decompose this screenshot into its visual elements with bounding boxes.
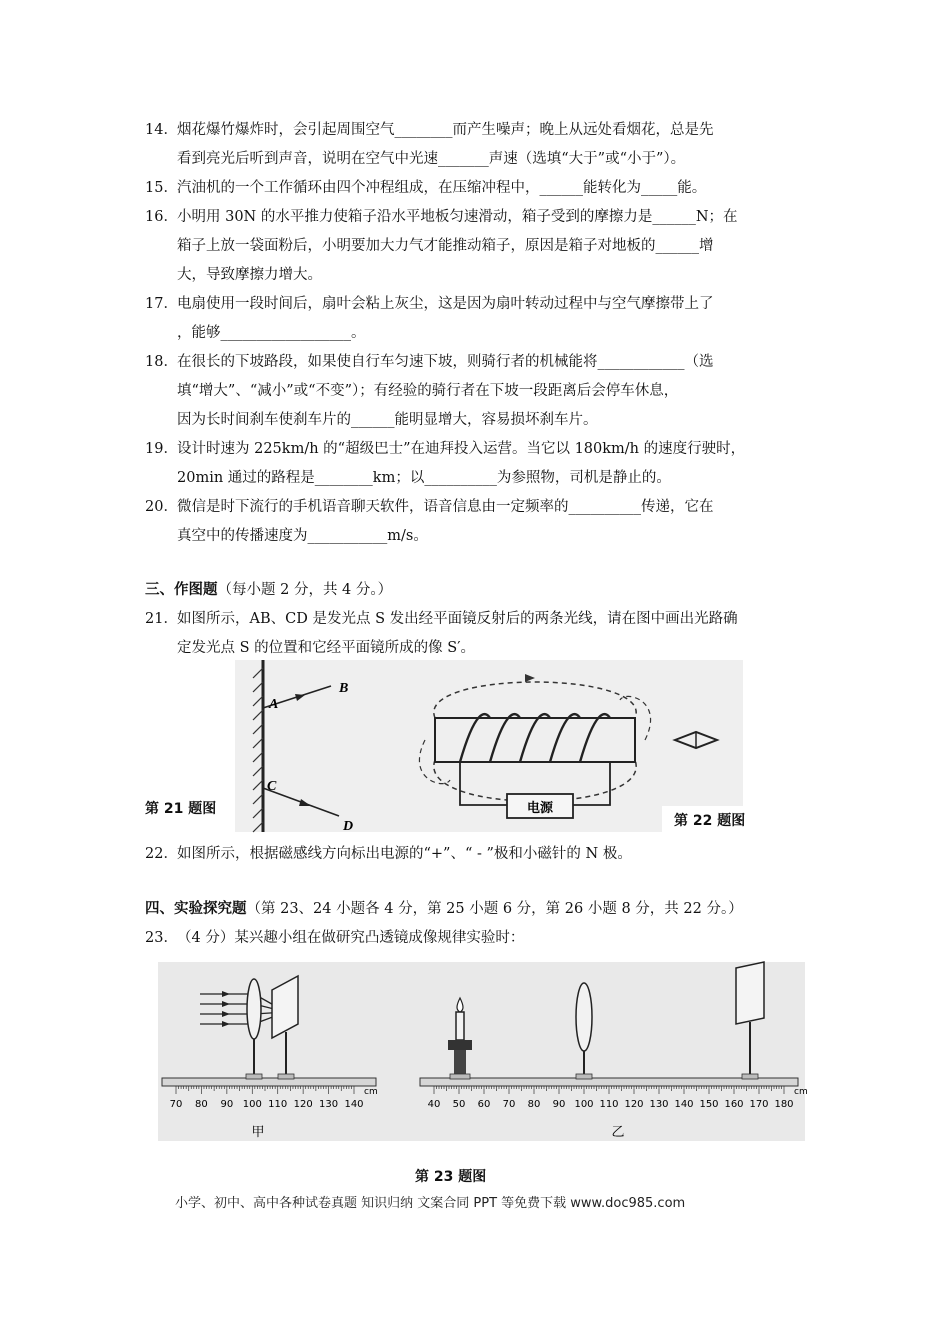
- question-22: [145, 840, 805, 869]
- question-line: 汽油机的一个工作循环由四个冲程组成，在压缩冲程中，______能转化为_____能。: [177, 180, 707, 196]
- question-17: [145, 290, 805, 348]
- coil: [460, 714, 610, 762]
- field-line-top-outer: [434, 682, 636, 718]
- field-arrow: [525, 674, 535, 682]
- question-line: 填“增大”、“减小”或“不变”）；有经验的骑行者在下坡一段距离后会停车休息，: [177, 383, 679, 399]
- question-line: 烟花爆竹爆炸时，会引起周围空气________而产生噪声；晚上从远处看烟花，总是先: [177, 122, 714, 138]
- question-line: 箱子上放一袋面粉后，小明要加大力气才能推动箱子，原因是箱子对地板的______增: [177, 238, 714, 254]
- label-c: C: [267, 779, 277, 794]
- ray-cd-arrow: [299, 799, 311, 806]
- question-23-text: （4 分）某兴趣小组在做研究凸透镜成像规律实验时：: [177, 930, 525, 946]
- question-number: 16．: [145, 209, 178, 225]
- question-number: 17．: [145, 296, 178, 312]
- power-source-label: 电源: [526, 801, 554, 816]
- right-tick-label: 110: [599, 1099, 619, 1110]
- right-tick-label: 170: [749, 1099, 769, 1110]
- question-18: [145, 348, 805, 435]
- question-line: ，能够__________________。: [177, 325, 366, 341]
- question-line: 设计时速为 225km/h 的“超级巴士”在迪拜投入运营。当它以 180km/h 的速度行驶时，: [177, 441, 746, 457]
- section-4-note: （第 23、24 小题各 4 分，第 25 小题 6 分，第 26 小题 8 分，共 22 分。）: [246, 901, 743, 917]
- right-tick-label: 40: [427, 1099, 441, 1110]
- question-line: 20min 通过的路程是________km；以__________为参照物，司机是静止的。: [177, 470, 671, 486]
- right-tick-label: 90: [552, 1099, 566, 1110]
- left-tick-label: 140: [344, 1099, 364, 1110]
- right-tick-label: 150: [699, 1099, 719, 1110]
- right-tick-label: 130: [649, 1099, 669, 1110]
- question-20: [145, 493, 805, 551]
- left-tick-label: 130: [319, 1099, 339, 1110]
- right-tick-label: 180: [774, 1099, 794, 1110]
- right-tick-label: 80: [527, 1099, 541, 1110]
- screen-right: [736, 962, 764, 1024]
- figure-21-caption: 第 21 题图: [145, 801, 217, 817]
- section-4-heading: [145, 895, 743, 924]
- question-number: 15．: [145, 180, 178, 196]
- right-tick-label: 50: [452, 1099, 466, 1110]
- question-23-number: 23．: [145, 930, 178, 946]
- question-number: 18．: [145, 354, 178, 370]
- question-line: 小明用 30N 的水平推力使箱子沿水平地板匀速滑动，箱子受到的摩擦力是______N；在: [177, 209, 738, 225]
- figure-23: [158, 962, 808, 1141]
- right-tick-label: 100: [574, 1099, 594, 1110]
- left-tick-label: 100: [242, 1099, 262, 1110]
- label-d: D: [343, 819, 354, 834]
- section-3-note: （每小题 2 分，共 4 分。）: [217, 582, 393, 598]
- label-a: A: [269, 697, 279, 712]
- section-4-title: 四、实验探究题: [145, 901, 247, 917]
- question-number: 19．: [145, 441, 178, 457]
- label-b: B: [339, 681, 349, 696]
- question-21: [145, 605, 805, 663]
- question-21-line-2: 定发光点 S 的位置和它经平面镜所成的像 S′。: [177, 640, 475, 656]
- right-unit-label: cm: [794, 1087, 808, 1097]
- right-tick-label: 70: [502, 1099, 516, 1110]
- question-line: 真空中的传播速度为___________m/s。: [177, 528, 428, 544]
- left-tick-label: 110: [268, 1099, 288, 1110]
- question-22-text: 如图所示，根据磁感线方向标出电源的“+”、“ - ”极和小磁针的 N 极。: [177, 846, 632, 862]
- question-22-number: 22．: [145, 846, 178, 862]
- question-23: [145, 924, 805, 953]
- question-line: 大，导致摩擦力增大。: [177, 267, 322, 283]
- convex-lens-left: [247, 979, 261, 1039]
- question-14: [145, 116, 805, 174]
- right-tick-label: 160: [724, 1099, 744, 1110]
- figure-23-caption: 第 23 题图: [415, 1169, 487, 1185]
- left-tick-label: 90: [220, 1099, 234, 1110]
- wire-left: [460, 762, 507, 805]
- question-21-number: 21．: [145, 611, 178, 627]
- ray-ab-arrow: [295, 694, 305, 701]
- figure-23-drawing: [158, 962, 808, 1141]
- optical-bench-left: [162, 1078, 376, 1086]
- question-15: [145, 174, 805, 203]
- left-unit-label: cm: [364, 1087, 378, 1097]
- screen-left: [272, 976, 298, 1038]
- question-line: 电扇使用一段时间后，扇叶会粘上灰尘，这是因为扇叶转动过程中与空气摩擦带上了: [177, 296, 714, 312]
- question-number: 14．: [145, 122, 178, 138]
- question-line: 在很长的下坡路段，如果使自行车匀速下坡，则骑行者的机械能将____________（选: [177, 354, 714, 370]
- optical-bench-right: [420, 1078, 798, 1086]
- question-16: [145, 203, 805, 290]
- label-jia: 甲: [251, 1125, 265, 1140]
- candle-flame: [457, 998, 463, 1012]
- question-19: [145, 435, 805, 493]
- label-yi: 乙: [611, 1125, 625, 1140]
- page-footer: 小学、初中、高中各种试卷真题 知识归纳 文案合同 PPT 等免费下载 www.doc985.com: [175, 1196, 686, 1211]
- question-line: 因为长时间刹车使刹车片的______能明显增大，容易损坏刹车片。: [177, 412, 598, 428]
- figure-22-caption: 第 22 题图: [674, 813, 746, 829]
- right-tick-label: 120: [624, 1099, 644, 1110]
- left-tick-label: 80: [195, 1099, 208, 1110]
- question-21-line-1: 如图所示，AB、CD 是发光点 S 发出经平面镜反射后的两条光线，请在图中画出光路确: [177, 611, 738, 627]
- question-number: 20．: [145, 499, 178, 515]
- question-line: 看到亮光后听到声音，说明在空气中光速_______声速（选填“大于”或“小于”）。: [177, 151, 686, 167]
- question-line: 微信是时下流行的手机语音聊天软件，语音信息由一定频率的__________传递，它在: [177, 499, 714, 515]
- right-tick-label: 60: [477, 1099, 491, 1110]
- left-tick-label: 120: [293, 1099, 313, 1110]
- section-3-title: 三、作图题: [145, 582, 218, 598]
- right-tick-label: 140: [674, 1099, 694, 1110]
- convex-lens-right: [576, 983, 592, 1051]
- section-3-heading: [145, 576, 392, 605]
- candle: [456, 1012, 464, 1040]
- left-tick-label: 70: [169, 1099, 183, 1110]
- candle-holder: [448, 1040, 472, 1050]
